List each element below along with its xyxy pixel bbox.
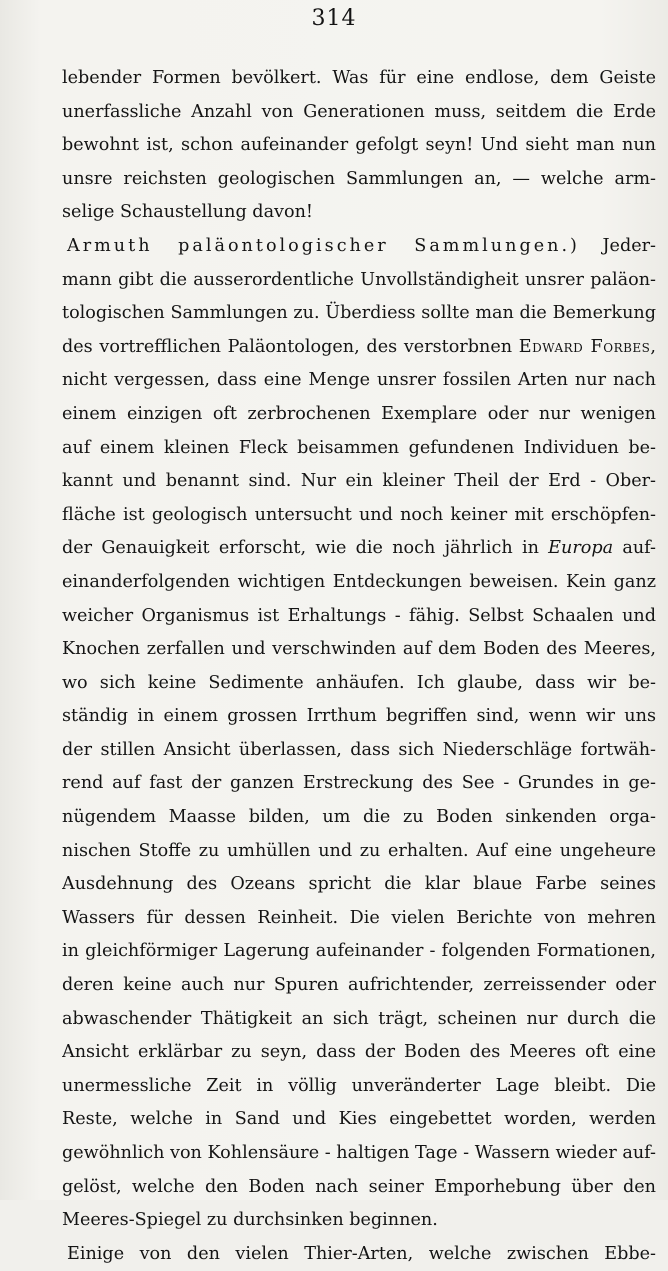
text-line: Meeres-Spiegel zu durchsinken beginnen. xyxy=(62,1210,438,1231)
paragraph-start-line xyxy=(62,230,656,264)
text-line: mann gibt die ausserordentliche Unvollständigheit unsrer paläon- xyxy=(62,269,656,290)
text-line-with-name xyxy=(62,331,656,365)
text-fragment: , xyxy=(650,336,656,357)
text-line: in gleichförmiger Lagerung aufeinander - folgenden Formationen, xyxy=(62,941,656,962)
text-line: lebender Formen bevölkert. Was für eine endlose, dem Geiste xyxy=(62,68,656,88)
text-line: Ausdehnung des Ozeans spricht die klar blaue Farbe seines xyxy=(62,874,656,895)
text-line: Knochen zerfallen und verschwinden auf dem Boden des Meeres, xyxy=(62,639,656,660)
text-line: fläche ist geologisch untersucht und noch keiner mit erschöpfen- xyxy=(62,504,656,525)
text-fragment: auf- xyxy=(613,538,656,559)
text-line: tologischen Sammlungen zu. Überdiess sollte man die Bemerkung xyxy=(62,303,656,324)
text-line-with-place xyxy=(62,532,656,566)
text-line: nicht vergessen, dass eine Menge unsrer fossilen Arten nur nach xyxy=(62,370,656,391)
text-fragment: der Genauigkeit erforscht, wie die noch jährlich in xyxy=(62,538,549,559)
text-line: auf einem kleinen Fleck beisammen gefundenen Individuen be- xyxy=(62,437,656,458)
text-line: einem einzigen oft zerbrochenen Exemplare oder nur wenigen xyxy=(62,403,656,424)
text-line: Einige von den vielen Thier-Arten, welche zwischen Ebbe- xyxy=(67,1243,656,1264)
text-fragment: des vortrefflichen Paläontologen, des verstorbnen xyxy=(62,336,519,357)
body-text xyxy=(62,62,656,1271)
text-line: gewöhnlich von Kohlensäure - haltigen Tage - Wassern wieder auf- xyxy=(62,1143,656,1163)
section-heading: Armuth paläontologischer Sammlungen.) xyxy=(67,235,580,256)
text-line: Wassers für dessen Reinheit. Die vielen Berichte von mehren xyxy=(62,907,656,928)
text-line: nügendem Maasse bilden, um die zu Boden sinkenden orga- xyxy=(62,807,656,828)
text-line: unerfassliche Anzahl von Generationen muss, seitdem die Erde xyxy=(62,101,656,122)
text-line: kannt und benannt sind. Nur ein kleiner Theil der Erd - Ober- xyxy=(62,471,656,492)
text-line: unermessliche Zeit in völlig unveränderter Lage bleibt. Die xyxy=(62,1075,656,1096)
text-line: selige Schaustellung davon! xyxy=(62,202,313,223)
text-line: Reste, welche in Sand und Kies eingebettet worden, werden xyxy=(62,1109,656,1130)
text-line: Ansicht erklärbar zu seyn, dass der Boden des Meeres oft eine xyxy=(62,1042,656,1063)
page-number: 314 xyxy=(311,6,357,31)
author-name: Edward Forbes xyxy=(518,336,651,357)
text-line: rend auf fast der ganzen Erstreckung des See - Grundes in ge- xyxy=(62,773,656,794)
place-name: Europa xyxy=(548,538,614,559)
text-line: einanderfolgenden wichtigen Entdeckungen beweisen. Kein ganz xyxy=(62,571,656,592)
text-line: wo sich keine Sedimente anhäufen. Ich glaube, dass wir be- xyxy=(62,672,656,693)
text-fragment: Jeder- xyxy=(579,235,656,256)
text-line: der stillen Ansicht überlassen, dass sich Niederschläge fortwäh- xyxy=(62,739,656,760)
text-line: gelöst, welche den Boden nach seiner Emporhebung über den xyxy=(62,1176,656,1197)
text-line: weicher Organismus ist Erhaltungs - fähig. Selbst Schaalen und xyxy=(62,605,656,626)
text-line: deren keine auch nur Spuren aufrichtender, zerreissender oder xyxy=(62,975,656,996)
text-line: abwaschender Thätigkeit an sich trägt, scheinen nur durch die xyxy=(62,1008,656,1029)
text-line: unsre reichsten geologischen Sammlungen an, — welche arm- xyxy=(62,168,656,189)
text-line: ständig in einem grossen Irrthum begriffen sind, wenn wir uns xyxy=(62,706,656,727)
text-line: nischen Stoffe zu umhüllen und zu erhalten. Auf eine ungeheure xyxy=(62,840,656,861)
text-line: bewohnt ist, schon aufeinander gefolgt seyn! Und sieht man nun xyxy=(62,135,656,156)
